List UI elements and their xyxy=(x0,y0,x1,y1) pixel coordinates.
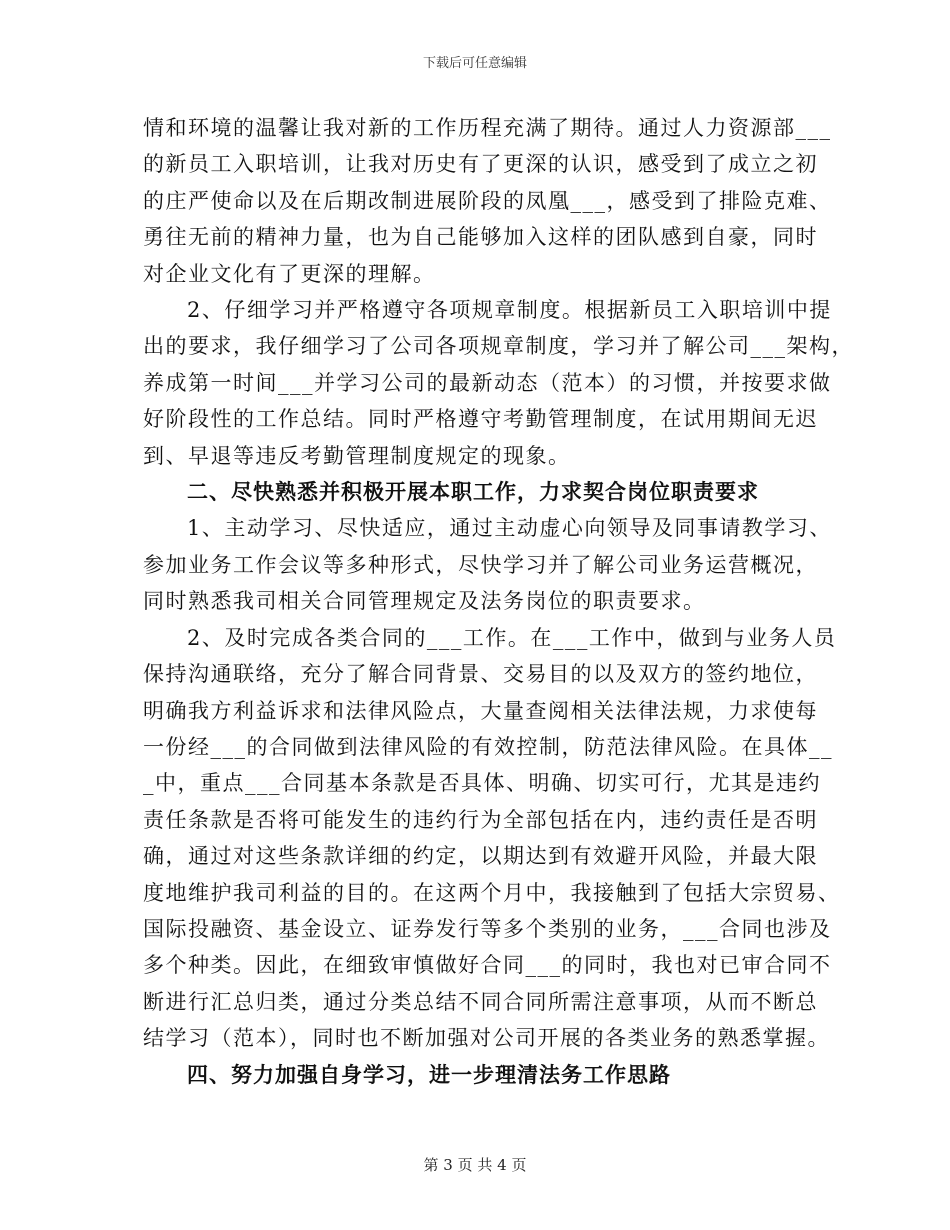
page-header: 下载后可任意编辑 xyxy=(422,56,527,71)
text-line: 一份经___的合同做到法律风险的有效控制，防范法律风险。在具体__ xyxy=(143,734,833,759)
text-line: 对企业文化有了更深的理解。 xyxy=(143,261,436,286)
text-line: 断进行汇总归类，通过分类总结不同合同所需注意事项，从而不断总 xyxy=(143,989,818,1014)
text-line: 勇往无前的精神力量，也为自己能够加入这样的团队感到自豪，同时 xyxy=(143,225,818,250)
document-body xyxy=(143,110,854,1093)
text-line: 养成第一时间___并学习公司的最新动态（范本）的习惯，并按要求做 xyxy=(143,370,832,395)
text-line: 结学习（范本），同时也不断加强对公司开展的各类业务的熟悉掌握。 xyxy=(143,1026,830,1051)
text-line: 的新员工入职培训，让我对历史有了更深的认识，感受到了成立之初 xyxy=(143,152,818,177)
text-line: 好阶段性的工作总结。同时严格遵守考勤管理制度，在试用期间无迟 xyxy=(143,407,818,432)
text-line: 国际投融资、基金设立、证券发行等多个类别的业务，___合同也涉及 xyxy=(143,916,832,941)
text-line: 度地维护我司利益的目的。在这两个月中，我接触到了包括大宗贸易、 xyxy=(143,880,841,905)
text-line: 2、及时完成各类合同的___工作。在___工作中，做到与业务人员 xyxy=(187,625,837,650)
text-line: 保持沟通联络，充分了解合同背景、交易目的以及双方的签约地位， xyxy=(143,662,818,687)
page-footer: 第 3 页 共 4 页 xyxy=(423,1156,527,1174)
text-line: 多个种类。因此，在细致审慎做好合同___的同时，我也对已审合同不 xyxy=(143,953,832,978)
text-line: 的庄严使命以及在后期改制进展阶段的凤凰___，感受到了排险克难、 xyxy=(143,188,832,213)
section-heading: 四、努力加强自身学习，进一步理清法务工作思路 xyxy=(187,1062,671,1087)
text-line: 参加业务工作会议等多种形式，尽快学习并了解公司业务运营概况， xyxy=(143,552,818,577)
text-line: 出的要求，我仔细学习了公司各项规章制度，学习并了解公司___架构， xyxy=(143,334,854,359)
text-line: _中，重点___合同基本条款是否具体、明确、切实可行，尤其是违约 xyxy=(143,771,821,796)
text-line: 明确我方利益诉求和法律风险点，大量查阅相关法律法规，力求使每 xyxy=(143,698,818,723)
text-line: 2、仔细学习并严格遵守各项规章制度。根据新员工入职培训中提 xyxy=(187,298,832,323)
section-heading: 二、尽快熟悉并积极开展本职工作，力求契合岗位职责要求 xyxy=(187,480,759,505)
text-line: 责任条款是否将可能发生的违约行为全部包括在内，违约责任是否明 xyxy=(143,807,818,832)
text-line: 情和环境的温馨让我对新的工作历程充满了期待。通过人力资源部___ xyxy=(143,116,832,140)
text-line: 同时熟悉我司相关合同管理规定及法务岗位的职责要求。 xyxy=(143,589,706,614)
text-line: 1、主动学习、尽快适应，通过主动虚心向领导及同事请教学习、 xyxy=(187,516,832,541)
text-line: 确，通过对这些条款详细的约定，以期达到有效避开风险，并最大限 xyxy=(143,844,818,869)
text-line: 到、早退等违反考勤管理制度规定的现象。 xyxy=(143,443,571,468)
